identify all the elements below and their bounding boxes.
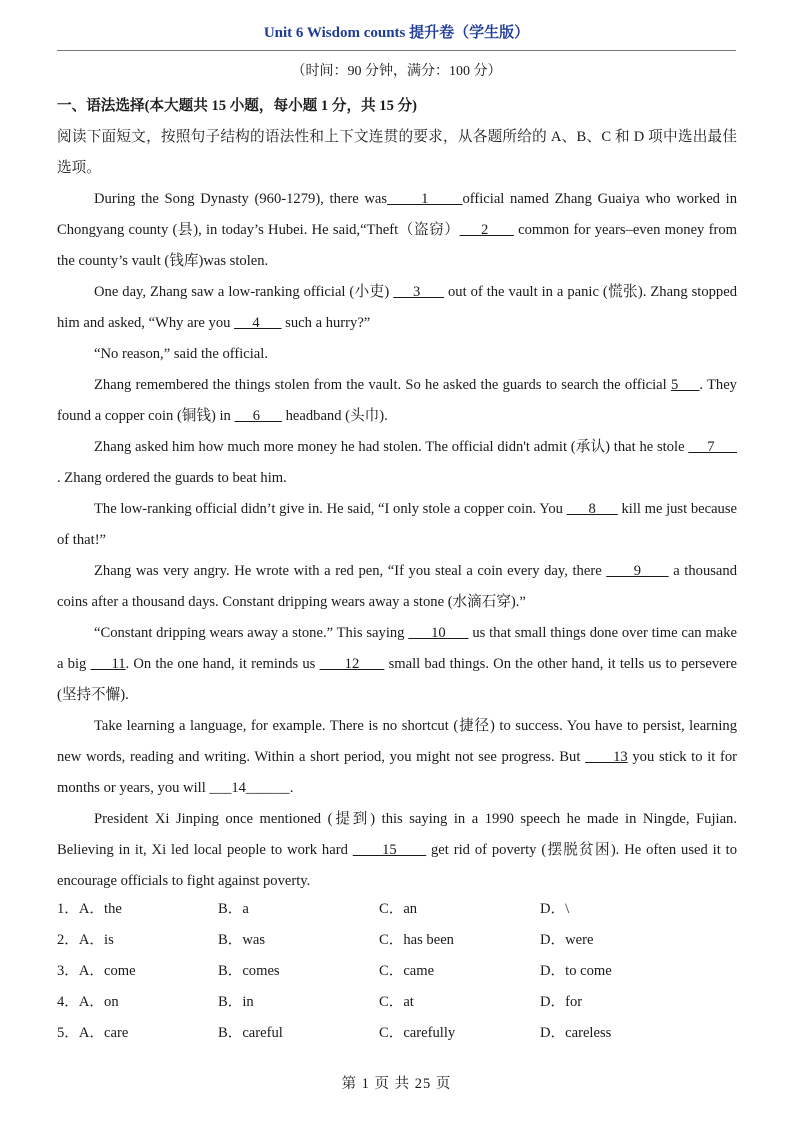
blank-14: ___14______	[209, 780, 290, 796]
blank-3: 3	[393, 284, 445, 300]
option-d: D．to come	[540, 963, 612, 979]
blank-9: 9	[606, 563, 669, 579]
option-b: B．was	[218, 932, 266, 948]
option-a: 3．A．come	[57, 963, 136, 979]
blank-12: 12	[319, 656, 385, 672]
paragraph-2	[57, 277, 737, 339]
blank-1: 1	[387, 191, 463, 207]
page-number: 第 1 页 共 25 页	[341, 1076, 452, 1092]
text: . They found a copper coin (铜钱) in	[57, 377, 737, 424]
blank-11: 11	[90, 656, 126, 672]
blank-5: 5	[670, 377, 700, 393]
instruction: 阅读下面短文，按照句子结构的语法性和上下文连贯的要求，从各题所给的 A、B、C 和 D 项中选出最佳选项。	[57, 129, 737, 176]
paragraph-1	[57, 184, 737, 277]
option-a: 5．A．care	[57, 1025, 129, 1041]
question-3-options	[57, 956, 737, 987]
text: common for years–even money from the county’s vault (钱库)was stolen.	[57, 222, 737, 269]
option-c: C．has been	[379, 932, 454, 948]
text: a thousand coins after a thousand days. Constant dripping wears away a stone (水滴石穿).”	[57, 563, 737, 610]
paragraph-9	[57, 711, 737, 804]
question-1-options	[57, 894, 737, 925]
text: One day, Zhang saw a low-ranking official (小吏)	[94, 284, 394, 300]
option-a: 1．A．the	[57, 901, 122, 917]
paragraph-5	[57, 432, 737, 494]
paragraph-6	[57, 494, 737, 556]
text: Zhang asked him how much more money he had stolen. The official didn't admit (承认) that he stole	[94, 439, 689, 455]
option-c: C．at	[379, 994, 414, 1010]
blank-6: 6	[234, 408, 282, 424]
text: President Xi Jinping once mentioned (提到) this saying in a 1990 speech he made in Ningde, Fujian. Believing in it, Xi led local people to work hard	[57, 811, 737, 858]
text: out of the vault in a panic (慌张). Zhang stopped him and asked, “Why are you	[57, 284, 737, 331]
text: Zhang was very angry. He wrote with a red pen, “If you steal a coin every day, there	[94, 563, 607, 579]
blank-4: 4	[234, 315, 282, 331]
option-a: 4．A．on	[57, 994, 119, 1010]
exam-meta: （时间：90 分钟，满分：100 分）	[291, 64, 502, 79]
option-b: B．careful	[218, 1025, 283, 1041]
paragraph-3: “No reason,” said the official.	[94, 346, 268, 362]
text: The low-ranking official didn’t give in. He said, “I only stole a copper coin. You	[94, 501, 567, 517]
blank-8: 8	[566, 501, 618, 517]
option-a: 2．A．is	[57, 932, 114, 948]
blank-10: 10	[408, 625, 469, 641]
page-title: Unit 6 Wisdom counts 提升卷（学生版）	[57, 20, 736, 51]
document-body	[57, 91, 737, 1049]
text: you stick to it for months or years, you will	[57, 749, 737, 796]
question-4-options	[57, 987, 737, 1018]
option-d: D．\	[540, 901, 570, 917]
text: Take learning a language, for example. There is no shortcut (捷径) to success. You have to persist, learning new words, reading and writing. Within a short period, you might not see progress. But	[57, 718, 737, 765]
text: small bad things. On the other hand, it tells us to persevere (坚持不懈).	[57, 656, 737, 703]
text: headband (头巾).	[281, 408, 388, 424]
text: During the Song Dynasty (960-1279), there was	[94, 191, 388, 207]
text: . Zhang ordered the guards to beat him.	[57, 470, 287, 486]
text: .	[289, 780, 294, 796]
paragraph-7	[57, 556, 737, 618]
answer-options	[57, 894, 737, 1049]
blank-7: 7	[688, 439, 737, 455]
text: such a hurry?”	[281, 315, 371, 331]
text: Zhang remembered the things stolen from the vault. So he asked the guards to search the official	[94, 377, 671, 393]
option-c: C．an	[379, 901, 418, 917]
option-b: B．a	[218, 901, 249, 917]
paragraph-8	[57, 618, 737, 711]
option-b: B．comes	[218, 963, 280, 979]
question-5-options	[57, 1018, 737, 1049]
paragraph-4	[57, 370, 737, 432]
option-c: C．came	[379, 963, 435, 979]
text: official named Zhang Guaiya who worked in Chongyang county (县), in today’s Hubei. He said,“Theft（盗窃）	[57, 191, 737, 238]
blank-15: 15	[352, 842, 427, 858]
paragraph-10	[57, 804, 737, 897]
blank-2: 2	[459, 222, 514, 238]
option-b: B．in	[218, 994, 254, 1010]
option-c: C．carefully	[379, 1025, 456, 1041]
blank-13: 13	[585, 749, 628, 765]
text: us that small things done over time can make a big	[57, 625, 738, 672]
text: “Constant dripping wears away a stone.” This saying	[94, 625, 409, 641]
text: get rid of poverty (摆脱贫困). He often used it to encourage officials to fight against poverty.	[57, 842, 738, 889]
question-2-options	[57, 925, 737, 956]
section-title: 一、语法选择(本大题共 15 小题，每小题 1 分，共 15 分)	[57, 98, 417, 114]
option-d: D．were	[540, 932, 594, 948]
text: . On the one hand, it reminds us	[125, 656, 320, 672]
option-d: D．careless	[540, 1025, 612, 1041]
text: kill me just because of that!”	[57, 501, 738, 548]
option-d: D．for	[540, 994, 583, 1010]
